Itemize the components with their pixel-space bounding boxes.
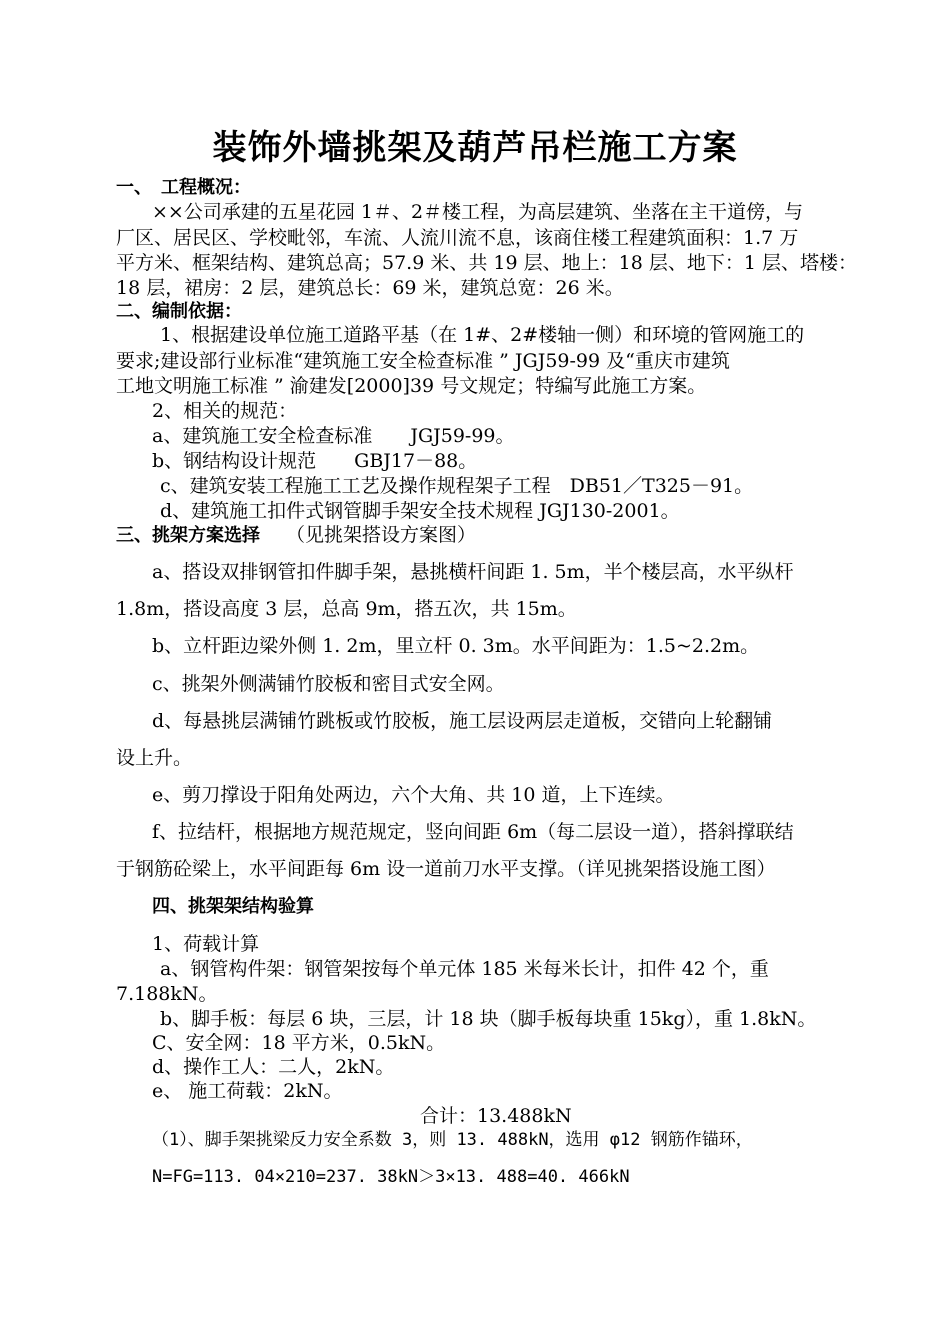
section-3-heading-row	[116, 523, 476, 548]
section-4-line: d、操作工人：二人，2kN。	[152, 1056, 395, 1078]
section-4-line: e、 施工荷载：2kN。	[152, 1080, 343, 1102]
section-2-line: a、建筑施工安全检查标准 JGJ59-99。	[152, 425, 515, 447]
section-3-line: 设上升。	[116, 747, 193, 769]
section-3-line: f、拉结杆，根据地方规范规定，竖向间距 6m（每二层设一道），搭斜撑联结	[152, 821, 794, 843]
section-4-line: b、脚手板：每层 6 块，三层，计 18 块（脚手板每块重 15kg），重 1.8kN。	[160, 1008, 817, 1030]
section-4-heading: 四、挑架架结构验算	[152, 896, 314, 917]
section-3-heading: 三、挑架方案选择	[116, 525, 260, 546]
total-line: 合计：13.488kN	[420, 1105, 572, 1127]
section-1-line: 厂区、居民区、学校毗邻，车流、人流川流不息，该商住楼工程建筑面积：1.7 万	[116, 227, 799, 249]
section-3-line: 1.8m，搭设高度 3 层，总高 9m，搭五次，共 15m。	[116, 598, 577, 620]
section-2-line: d、建筑施工扣件式钢管脚手架安全技术规程 JGJ130-2001。	[160, 500, 680, 522]
section-2-line: 工地文明施工标准 ” 渝建发[2000]39 号文规定；特编写此施工方案。	[116, 375, 707, 397]
section-4-line: 1、荷载计算	[152, 933, 260, 955]
section-4-line: C、安全网：18 平方米，0.5kN。	[152, 1032, 446, 1054]
section-3-heading-note: （见挑架搭设方案图）	[286, 524, 477, 546]
section-3-line: e、剪刀撑设于阳角处两边，六个大角、共 10 道，上下连续。	[152, 784, 675, 806]
section-3-line: c、挑架外侧满铺竹胶板和密目式安全网。	[152, 673, 505, 695]
section-2-line: c、建筑安装工程施工工艺及操作规程架子工程 DB51／T325－91。	[160, 475, 754, 497]
formula-line: N=FG=113. 04×210=237. 38kN＞3×13. 488=40. 466kN	[152, 1167, 630, 1187]
section-3-line: a、搭设双排钢管扣件脚手架，悬挑横杆间距 1. 5m，半个楼层高，水平纵杆	[152, 561, 794, 583]
section-1-heading: 一、 工程概况：	[116, 177, 251, 198]
section-2-line: 2、相关的规范：	[152, 400, 298, 422]
section-2-line: 1、根据建设单位施工道路平基（在 1#、2#楼轴一侧）和环境的管网施工的	[160, 324, 805, 346]
section-1-line: 18 层，裙房：2 层，建筑总长：69 米，建筑总宽：26 米。	[116, 277, 624, 299]
section-3-line: d、每悬挑层满铺竹跳板或竹胶板，施工层设两层走道板，交错向上轮翻铺	[152, 710, 773, 732]
section-4-line: （1）、脚手架挑梁反力安全系数 3，则 13. 488kN，选用 φ12 钢筋作锚环，	[152, 1130, 753, 1150]
section-4-line: 7.188kN。	[116, 983, 218, 1005]
section-1-line: ××公司承建的五星花园 1＃、2＃楼工程，为高层建筑、坐落在主干道傍，与	[152, 201, 804, 223]
section-2-heading: 二、编制依据：	[116, 301, 242, 322]
section-1-line: 平方米、框架结构、建筑总高；57.9 米、共 19 层、地上：18 层、地下：1 层、塔楼：	[116, 252, 857, 274]
document-title: 装饰外墙挑架及葫芦吊栏施工方案	[212, 128, 738, 168]
section-2-line: b、钢结构设计规范 GBJ17－88。	[152, 450, 478, 472]
section-3-line: b、立杆距边梁外侧 1. 2m，里立杆 0. 3m。水平间距为：1.5~2.2m。	[152, 635, 760, 657]
section-4-line: a、钢管构件架：钢管架按每个单元体 185 米每米长计，扣件 42 个，重	[160, 958, 769, 980]
section-2-line: 要求;建设部行业标准“建筑施工安全检查标准 ” JGJ59-99 及“重庆市建筑	[116, 350, 730, 372]
section-3-line: 于钢筋砼梁上，水平间距每 6m 设一道前刀水平支撑。（详见挑架搭设施工图）	[116, 858, 776, 880]
